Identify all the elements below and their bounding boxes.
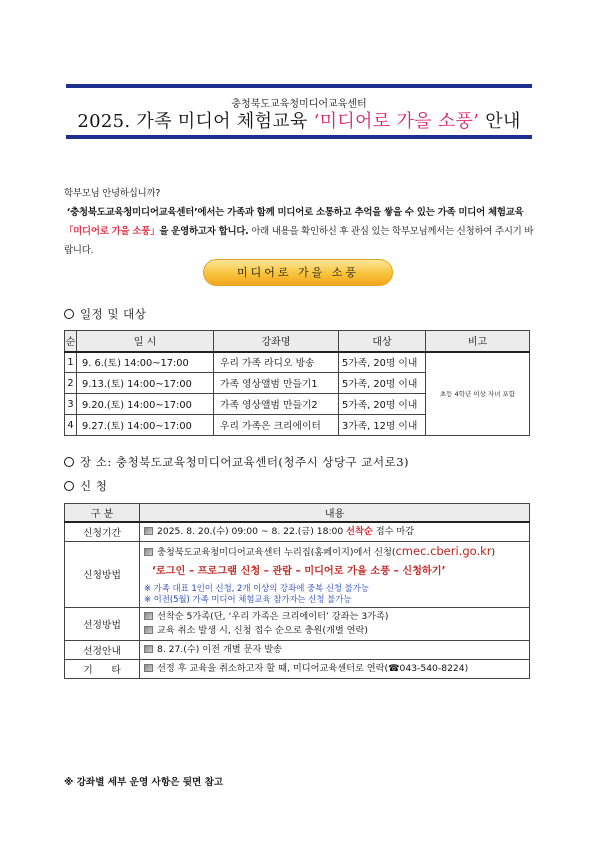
selection-line2-text: 교육 취소 발생 시, 신청 접수 순으로 충원(개별 연락) [157,624,368,636]
section-schedule-label: 일정 및 대상 [80,307,147,321]
table-row [65,659,530,678]
row-no: 2 [65,373,77,394]
square-bullet-icon [144,645,153,653]
square-bullet-icon [144,527,153,535]
row-target: 3가족, 12명 이내 [339,415,426,436]
title-prefix: 2025. 가족 미디어 체험교육 [77,111,314,132]
header-rule-bottom [66,135,532,139]
intro-body [64,203,539,260]
intro-paragraph [64,184,539,260]
table-row [65,522,530,542]
selection-content [140,607,530,640]
intro-program-name: 「미디어로 가을 소풍」 [64,226,160,237]
apply-header-row [65,504,530,522]
circle-bullet-icon [64,457,74,467]
row-datetime: 9. 6.(토) 14:00~17:00 [77,352,214,373]
row-title: 우리 가족 라디오 방송 [214,352,339,373]
selection-line1-text: 선착순 5가족(단, ‘우리 가족은 크리에이터’ 강좌는 3가족) [157,610,389,622]
circle-bullet-icon [64,309,74,319]
selection-label: 선정방법 [65,607,140,640]
title-suffix: 안내 [479,111,521,132]
section-apply-title [64,478,107,494]
col-header-category: 구 분 [65,504,140,522]
period-highlight: 선착순 [346,525,373,537]
square-bullet-icon [144,626,153,634]
application-path: ‘로그인 – 프로그램 신청 – 관람 – 미디어로 가을 소풍 – 신청하기’ [152,565,446,577]
title-highlight: ‘미디어로 가을 소풍’ [313,111,480,132]
notice-label: 선정안내 [65,640,140,659]
row-datetime: 9.27.(토) 14:00~17:00 [77,415,214,436]
method-note2: ※ 이전(5월) 가족 미디어 체험교육 참가자는 신청 불가능 [144,593,352,604]
schedule-header-row [65,331,530,352]
table-row [65,352,530,373]
table-row [65,640,530,659]
row-datetime: 9.20.(토) 14:00~17:00 [77,394,214,415]
col-header-content: 내용 [140,504,530,522]
period-text: 2025. 8. 20.(수) 09:00 ~ 8. 22.(금) 18:00 [157,525,347,537]
organization-name: 충청북도교육청미디어교육센터 [231,99,367,110]
program-banner: 미디어로 가을 소풍 [203,259,393,286]
footer-note: ※ 강좌별 세부 운영 사항은 뒷면 참고 [64,777,224,788]
square-bullet-icon [144,548,153,556]
etc-content [140,659,530,678]
row-target: 5가족, 20명 이내 [339,352,426,373]
method-content [140,541,530,607]
method-note1: ※ 가족 대표 1인이 신청, 2개 이상의 강좌에 중복 신청 불가능 [144,582,369,593]
row-no: 3 [65,394,77,415]
period-content [140,522,530,542]
method-label: 신청방법 [65,541,140,607]
table-row [65,541,530,607]
square-bullet-icon [144,612,153,620]
row-title: 우리 가족은 크리에이터 [214,415,339,436]
col-header-note: 비고 [426,331,530,352]
intro-rest: 아래 내용을 확인하신 후 관심 있는 학부모님께서는 신청하여 주시기 바랍니다. [64,226,534,256]
homepage-link[interactable]: cmec.cberi.go.kr [395,543,492,558]
place-label: 장 소: [80,455,112,469]
apply-table [64,503,530,679]
circle-bullet-icon [64,481,74,491]
page-title [66,107,532,133]
period-label: 신청기간 [65,522,140,542]
row-datetime: 9.13.(토) 14:00~17:00 [77,373,214,394]
row-title: 가족 영상앨범 만들기1 [214,373,339,394]
section-place [64,454,409,470]
section-schedule-title [64,306,146,322]
intro-bold-1: ‘충청북도교육청미디어교육센터’에서는 가족과 함께 미디어로 소통하고 추억을 쌓을 수 있는 가족 미디어 체험교육 [66,207,524,218]
col-header-target: 대상 [339,331,426,352]
etc-text: 선정 후 교육을 취소하고자 할 때, 미디어교육센터로 연락(☎043-540-8224) [157,662,469,674]
row-target: 5가족, 20명 이내 [339,373,426,394]
row-target: 5가족, 20명 이내 [339,394,426,415]
etc-label: 기 타 [65,659,140,678]
header-rule-top [66,84,532,88]
square-bullet-icon [144,664,153,672]
notice-content [140,640,530,659]
col-header-title: 강좌명 [214,331,339,352]
row-no: 4 [65,415,77,436]
place-value: 충청북도교육청미디어교육센터(청주시 상당구 교서로3) [115,455,410,469]
col-header-no: 순 [65,331,77,352]
row-no: 1 [65,352,77,373]
greeting: 학부모님 안녕하십니까? [64,188,161,199]
section-apply-label: 신 청 [80,479,108,493]
method-line1-text: 충청북도교육청미디어교육센터 누리집(홈페이지)에서 신청( [157,546,396,558]
row-title: 가족 영상앨범 만들기2 [214,394,339,415]
notice-text: 8. 27.(수) 이전 개별 문자 발송 [157,643,283,655]
method-line1-end: ) [491,546,496,558]
row-note: 초등 4학년 이상 자녀 포함 [426,352,530,436]
selection-line2 [144,624,525,638]
period-suffix: 접수 마감 [372,525,415,537]
table-row [65,607,530,640]
schedule-table [64,330,530,436]
method-line1 [144,544,525,560]
col-header-datetime: 일 시 [77,331,214,352]
intro-bold-2: 을 운영하고자 합니다. [159,226,249,237]
selection-line1 [144,610,525,624]
